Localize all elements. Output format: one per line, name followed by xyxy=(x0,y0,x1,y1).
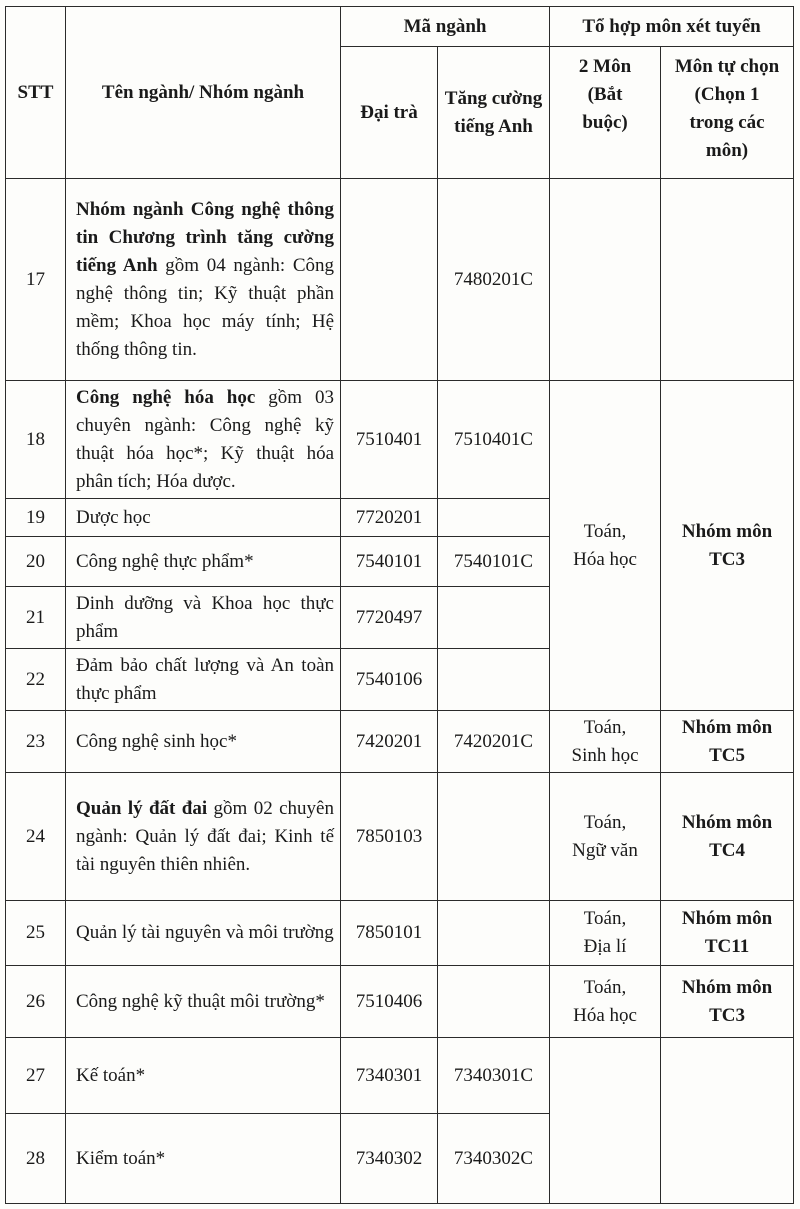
elective-cell-empty xyxy=(661,179,794,381)
code-english-cell xyxy=(438,649,550,711)
required-cell-empty xyxy=(550,1038,661,1204)
code-regular-cell: 7540106 xyxy=(341,649,438,711)
header-code-english: Tăng cường tiếng Anh xyxy=(438,47,550,179)
table-row xyxy=(6,901,794,966)
table-row xyxy=(6,179,794,381)
major-name-cell: Công nghệ thực phẩm* xyxy=(66,537,341,587)
code-regular-cell: 7850101 xyxy=(341,901,438,966)
code-english-cell: 7480201C xyxy=(438,179,550,381)
stt-cell: 28 xyxy=(6,1114,66,1204)
stt-cell: 25 xyxy=(6,901,66,966)
stt-cell: 18 xyxy=(6,381,66,499)
major-name-bold: Nhóm ngành Công nghệ thông tin Chương trình tăng cường tiếng Anh xyxy=(76,198,334,276)
code-english-cell xyxy=(438,773,550,901)
table-row xyxy=(6,966,794,1038)
table-row xyxy=(6,381,794,499)
code-english-cell: 7510401C xyxy=(438,381,550,499)
elective-group-chem xyxy=(661,381,794,711)
code-regular-cell: 7420201 xyxy=(341,711,438,773)
elective-label: Nhóm môn xyxy=(681,520,773,542)
table-row xyxy=(6,1038,794,1114)
code-english-cell xyxy=(438,901,550,966)
code-english-cell: 7340302C xyxy=(438,1114,550,1204)
code-regular-cell: 7540101 xyxy=(341,537,438,587)
admission-table xyxy=(5,6,794,1204)
elective-code: TC11 xyxy=(704,936,750,957)
required-cell-empty xyxy=(550,179,661,381)
required-subjects-bio: Toán, Sinh học xyxy=(550,711,661,773)
major-name-cell xyxy=(66,179,341,381)
required-subjects-env: Toán, Hóa học xyxy=(550,966,661,1038)
major-name-bold: Công nghệ hóa học xyxy=(76,386,256,408)
elective-code: TC3 xyxy=(709,1004,745,1026)
code-regular-cell xyxy=(341,179,438,381)
code-regular-cell: 7720497 xyxy=(341,587,438,649)
stt-cell: 20 xyxy=(6,537,66,587)
elective-code: TC3 xyxy=(709,548,745,570)
elective-label: Nhóm môn xyxy=(681,811,773,833)
elective-group-bio xyxy=(661,711,794,773)
code-english-cell xyxy=(438,499,550,537)
major-name-cell xyxy=(66,381,341,499)
code-regular-cell: 7720201 xyxy=(341,499,438,537)
header-required: 2 Môn (Bắt buộc) xyxy=(550,47,661,179)
elective-code: TC5 xyxy=(709,744,745,766)
code-regular-cell: 7850103 xyxy=(341,773,438,901)
elective-cell-empty xyxy=(661,1038,794,1204)
major-name-text: gồm 02 chuyên ngành: Quản lý đất đai; Kinh tế tài nguyên thiên nhiên. xyxy=(76,797,334,875)
header-code-regular: Đại trà xyxy=(341,47,438,179)
elective-group-res xyxy=(661,901,794,966)
elective-label: Nhóm môn xyxy=(681,908,773,929)
code-regular-cell: 7340301 xyxy=(341,1038,438,1114)
code-english-cell: 7540101C xyxy=(438,537,550,587)
table-row xyxy=(6,773,794,901)
stt-cell: 21 xyxy=(6,587,66,649)
major-name-cell: Quản lý tài nguyên và môi trường xyxy=(66,901,341,966)
stt-cell: 17 xyxy=(6,179,66,381)
stt-cell: 23 xyxy=(6,711,66,773)
major-name-text: gồm 03 chuyên ngành: Công nghệ kỹ thuật hóa học*; Kỹ thuật hóa phân tích; Hóa dược. xyxy=(76,386,335,492)
major-name-cell: Công nghệ kỹ thuật môi trường* xyxy=(66,966,341,1038)
elective-group-env xyxy=(661,966,794,1038)
stt-cell: 22 xyxy=(6,649,66,711)
elective-group-land xyxy=(661,773,794,901)
elective-code: TC4 xyxy=(709,839,745,861)
stt-cell: 27 xyxy=(6,1038,66,1114)
major-name-bold: Quản lý đất đai xyxy=(76,797,208,819)
stt-cell: 19 xyxy=(6,499,66,537)
required-subjects-land: Toán, Ngữ văn xyxy=(550,773,661,901)
code-regular-cell: 7340302 xyxy=(341,1114,438,1204)
major-name-cell: Dược học xyxy=(66,499,341,537)
header-elective: Môn tự chọn (Chọn 1 trong các môn) xyxy=(661,47,794,179)
stt-cell: 24 xyxy=(6,773,66,901)
code-english-cell: 7340301C xyxy=(438,1038,550,1114)
major-name-cell: Dinh dưỡng và Khoa học thực phẩm xyxy=(66,587,341,649)
major-name-cell: Kiểm toán* xyxy=(66,1114,341,1204)
required-subjects-chem: Toán, Hóa học xyxy=(550,381,661,711)
major-name-text: gồm 04 ngành: Công nghệ thông tin; Kỹ thuật phần mềm; Khoa học máy tính; Hệ thống thông tin. xyxy=(76,254,334,360)
elective-label: Nhóm môn xyxy=(681,716,773,738)
code-regular-cell: 7510401 xyxy=(341,381,438,499)
code-english-cell: 7420201C xyxy=(438,711,550,773)
header-stt: STT xyxy=(6,7,66,179)
major-name-cell: Công nghệ sinh học* xyxy=(66,711,341,773)
stt-cell: 26 xyxy=(6,966,66,1038)
elective-label: Nhóm môn xyxy=(681,976,773,998)
major-name-cell xyxy=(66,773,341,901)
code-regular-cell: 7510406 xyxy=(341,966,438,1038)
header-code-group: Mã ngành xyxy=(341,7,550,47)
major-name-cell: Đảm bảo chất lượng và An toàn thực phẩm xyxy=(66,649,341,711)
header-name: Tên ngành/ Nhóm ngành xyxy=(66,7,341,179)
major-name-cell: Kế toán* xyxy=(66,1038,341,1114)
code-english-cell xyxy=(438,966,550,1038)
required-subjects-res: Toán, Địa lí xyxy=(550,901,661,966)
header-row-1 xyxy=(6,7,794,47)
header-combo-group: Tổ hợp môn xét tuyển xyxy=(550,7,794,47)
table-row xyxy=(6,711,794,773)
code-english-cell xyxy=(438,587,550,649)
